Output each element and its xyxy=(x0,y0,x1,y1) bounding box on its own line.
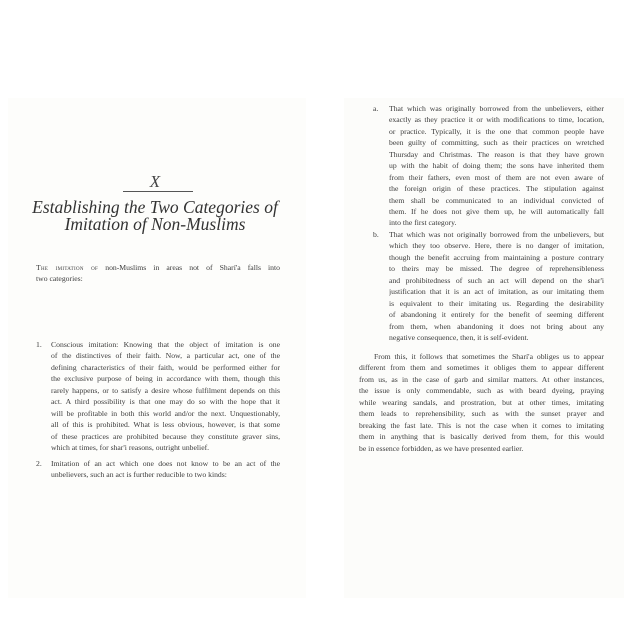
text-line: be in essence forbidden, as we have presented earlier. xyxy=(359,443,524,453)
text-line: the foreign origin of these practices. The stipulation against xyxy=(389,184,604,194)
text-line: exactly as they practice it or with modifications to time, location, xyxy=(389,115,604,125)
intro-lead: The imitation of xyxy=(36,263,99,272)
text-line: Thursday and Christmas. The reason is that they have grown xyxy=(389,149,604,159)
text-line: of these practices are prohibited because they constitute graver sins, xyxy=(51,431,280,441)
text-line: justification that it is an act of imitation, as our imitating them xyxy=(389,287,604,297)
text-line: them leads to reprehensibility, such as with the sunset prayer and xyxy=(359,409,604,419)
chapter-number: X xyxy=(149,172,161,191)
list-item xyxy=(389,229,604,343)
text-line: Imitation of an act which one does not know to be an act of the xyxy=(51,459,280,468)
text-line: though the benefit accruing from maintaining a posture contrary xyxy=(389,252,604,262)
text-line: Conscious imitation: Knowing that the object of imitation is one xyxy=(51,340,280,349)
text-line: and prohibitedness of such an act will depend on the shar'i xyxy=(389,275,604,285)
text-line: unbelievers, such an act is further reducible to two kinds: xyxy=(51,470,227,480)
text-line: of the distinctives of their faith. Now, a particular act, one of the xyxy=(51,351,280,361)
text-line: negative consequence, then, it is self-evident. xyxy=(389,332,529,342)
list-number: a. xyxy=(373,104,379,113)
intro-paragraph xyxy=(36,262,280,285)
text-line: different from them and sometimes it obliges them to appear different xyxy=(359,363,604,373)
list-number: 2. xyxy=(36,459,42,468)
list-item xyxy=(389,103,604,229)
list-number: 1. xyxy=(36,340,42,349)
list-item xyxy=(51,339,280,453)
chapter-rule xyxy=(123,191,193,192)
text-line: breaking the fast late. This is not the case when it comes to imitating xyxy=(359,420,604,430)
text-line: up with the habit of doing them; the sons have inherited them xyxy=(389,161,604,171)
text-line: which at times, for shar'i reasons, outright unbelief. xyxy=(51,442,210,452)
text-line: rarely happens, or to satisfy a desire whose fulfilment depends on this xyxy=(51,385,280,395)
text-line: them in anything that is basically derived from them, for this would xyxy=(359,432,604,442)
text-line: the issue is only commendable, such as with beard dyeing, praying xyxy=(359,386,604,396)
text-line: That which was not originally borrowed from the unbelievers, but xyxy=(389,230,604,239)
text-line: or practice. Typically, it is the one that common people have xyxy=(389,126,604,136)
intro-line: two categories: xyxy=(36,274,83,284)
text-line: act. A third possibility is that one may do so with the hope that it xyxy=(51,397,280,407)
text-line: will be profitable in both this world and/or the next. Unquestionably, xyxy=(51,408,280,418)
title-line: Imitation of Non-Muslims xyxy=(64,214,246,234)
text-line: of abandoning it entirely for the benefit of seeming different xyxy=(389,310,604,320)
body-paragraph xyxy=(359,351,604,454)
text-line: been guilty of committing, such as their practices on wretched xyxy=(389,138,604,148)
text-line: the exclusive purpose of being in accordance with them, though this xyxy=(51,374,280,384)
text-line: from us, as in the case of garb and similar matters. At other instances, xyxy=(359,374,604,384)
text-line: them. If he does not give them up, he will automatically fall xyxy=(389,206,604,216)
text-line: while wearing sandals, and prostration, but at other times, imitating xyxy=(359,397,604,407)
text-line: from their fathers, even most of them are not even aware of xyxy=(389,172,604,182)
text-line: into the first category. xyxy=(389,218,457,228)
text-line: From this, it follows that sometimes the Sharí'a obliges us to appear xyxy=(374,352,604,361)
text-line: is equivalent to their imitating us. Regarding the desirability xyxy=(389,298,604,308)
text-line: which they too observe. Here, there is no danger of imitation, xyxy=(389,241,604,251)
text-line: That which was originally borrowed from the unbelievers, either xyxy=(389,104,604,113)
text-line: to theirs may be missed. The degree of reprehensibleness xyxy=(389,264,604,274)
chapter-title xyxy=(0,199,310,233)
list-number: b. xyxy=(373,230,379,239)
intro-line: non-Muslims in areas not of Sharí'a falls into xyxy=(98,263,280,272)
text-line: from them, when abandoning it does not bring about any xyxy=(389,321,604,331)
list-item xyxy=(51,458,280,481)
title-line: Establishing the Two Categories of xyxy=(32,197,278,217)
text-line: all of this is prohibited. What is less obvious, however, is that some xyxy=(51,420,280,430)
text-line: defining characteristics of their faith, would be performed either for xyxy=(51,362,280,372)
text-line: them shall be communicated to an individual convicted of xyxy=(389,195,604,205)
